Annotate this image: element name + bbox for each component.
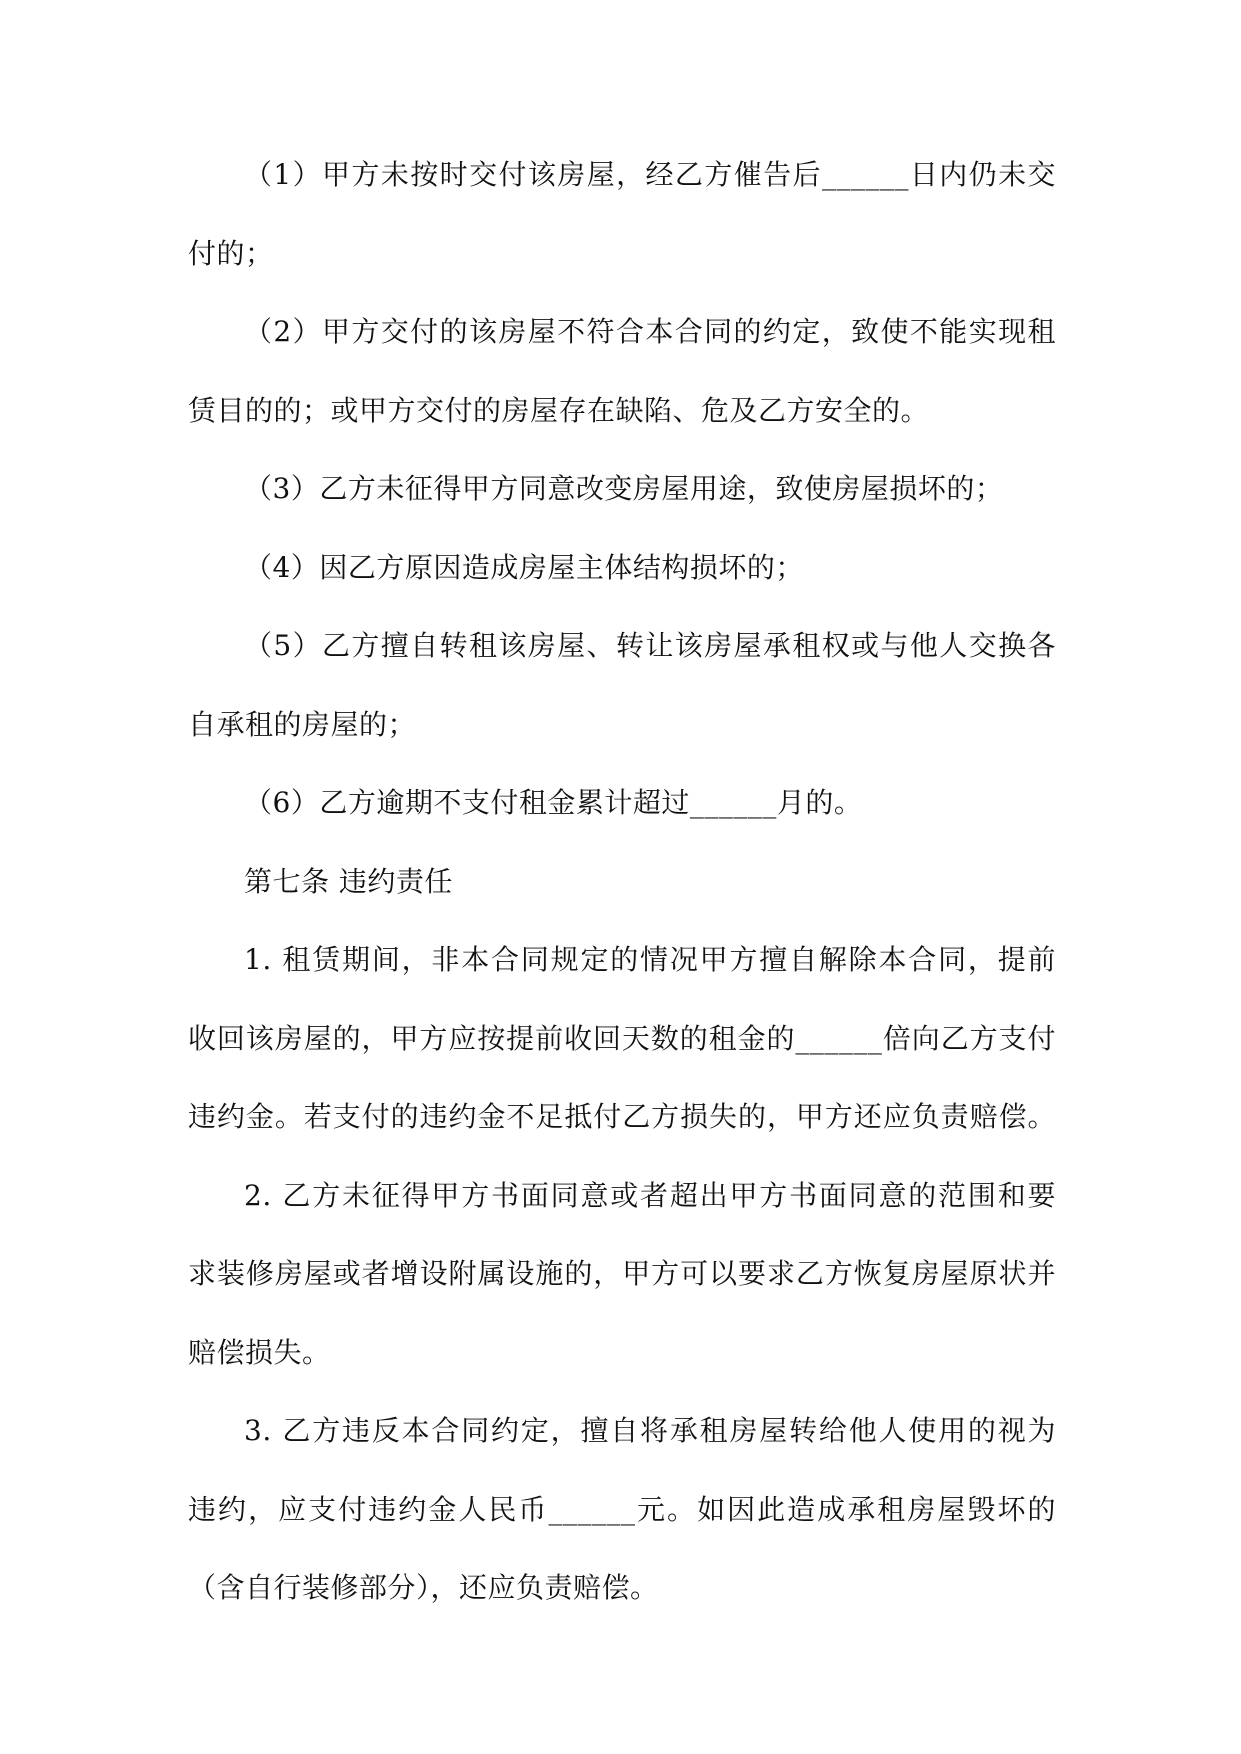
text-line: 违约，应支付违约金人民币______元。如因此造成承租房屋毁坏的 xyxy=(188,1492,1056,1526)
text-line: 自承租的房屋的； xyxy=(188,707,417,741)
text-line: 收回该房屋的，甲方应按提前收回天数的租金的______倍向乙方支付 xyxy=(188,1021,1056,1055)
text-line: 第七条 违约责任 xyxy=(244,864,453,898)
text-line: （4）因乙方原因造成房屋主体结构损坏的； xyxy=(244,550,804,584)
text-line: （1）甲方未按时交付该房屋，经乙方催告后______日内仍未交 xyxy=(244,158,1056,191)
text-line: 付的； xyxy=(188,236,274,270)
text-line: 1. 租赁期间，非本合同规定的情况甲方擅自解除本合同，提前 xyxy=(244,943,1056,976)
text-line: （2）甲方交付的该房屋不符合本合同的约定，致使不能实现租 xyxy=(244,315,1056,348)
document-body xyxy=(188,136,1056,1628)
text-line: （含自行装修部分），还应负责赔偿。 xyxy=(188,1571,659,1604)
text-line: （6）乙方逾期不支付租金累计超过______月的。 xyxy=(244,786,863,819)
text-line: 2. 乙方未征得甲方书面同意或者超出甲方书面同意的范围和要 xyxy=(244,1178,1056,1212)
text-line: 赁目的的；或甲方交付的房屋存在缺陷、危及乙方安全的。 xyxy=(188,393,930,427)
text-line: 3. 乙方违反本合同约定，擅自将承租房屋转给他人使用的视为 xyxy=(244,1414,1056,1447)
text-line: 赔偿损失。 xyxy=(188,1335,331,1369)
text-line: （5）乙方擅自转租该房屋、转让该房屋承租权或与他人交换各 xyxy=(244,629,1056,662)
text-line: （3）乙方未征得甲方同意改变房屋用途，致使房屋损坏的； xyxy=(244,472,1004,505)
text-line: 求装修房屋或者增设附属设施的，甲方可以要求乙方恢复房屋原状并 xyxy=(188,1257,1056,1290)
text-line: 违约金。若支付的违约金不足抵付乙方损失的，甲方还应负责赔偿。 xyxy=(188,1100,1056,1133)
